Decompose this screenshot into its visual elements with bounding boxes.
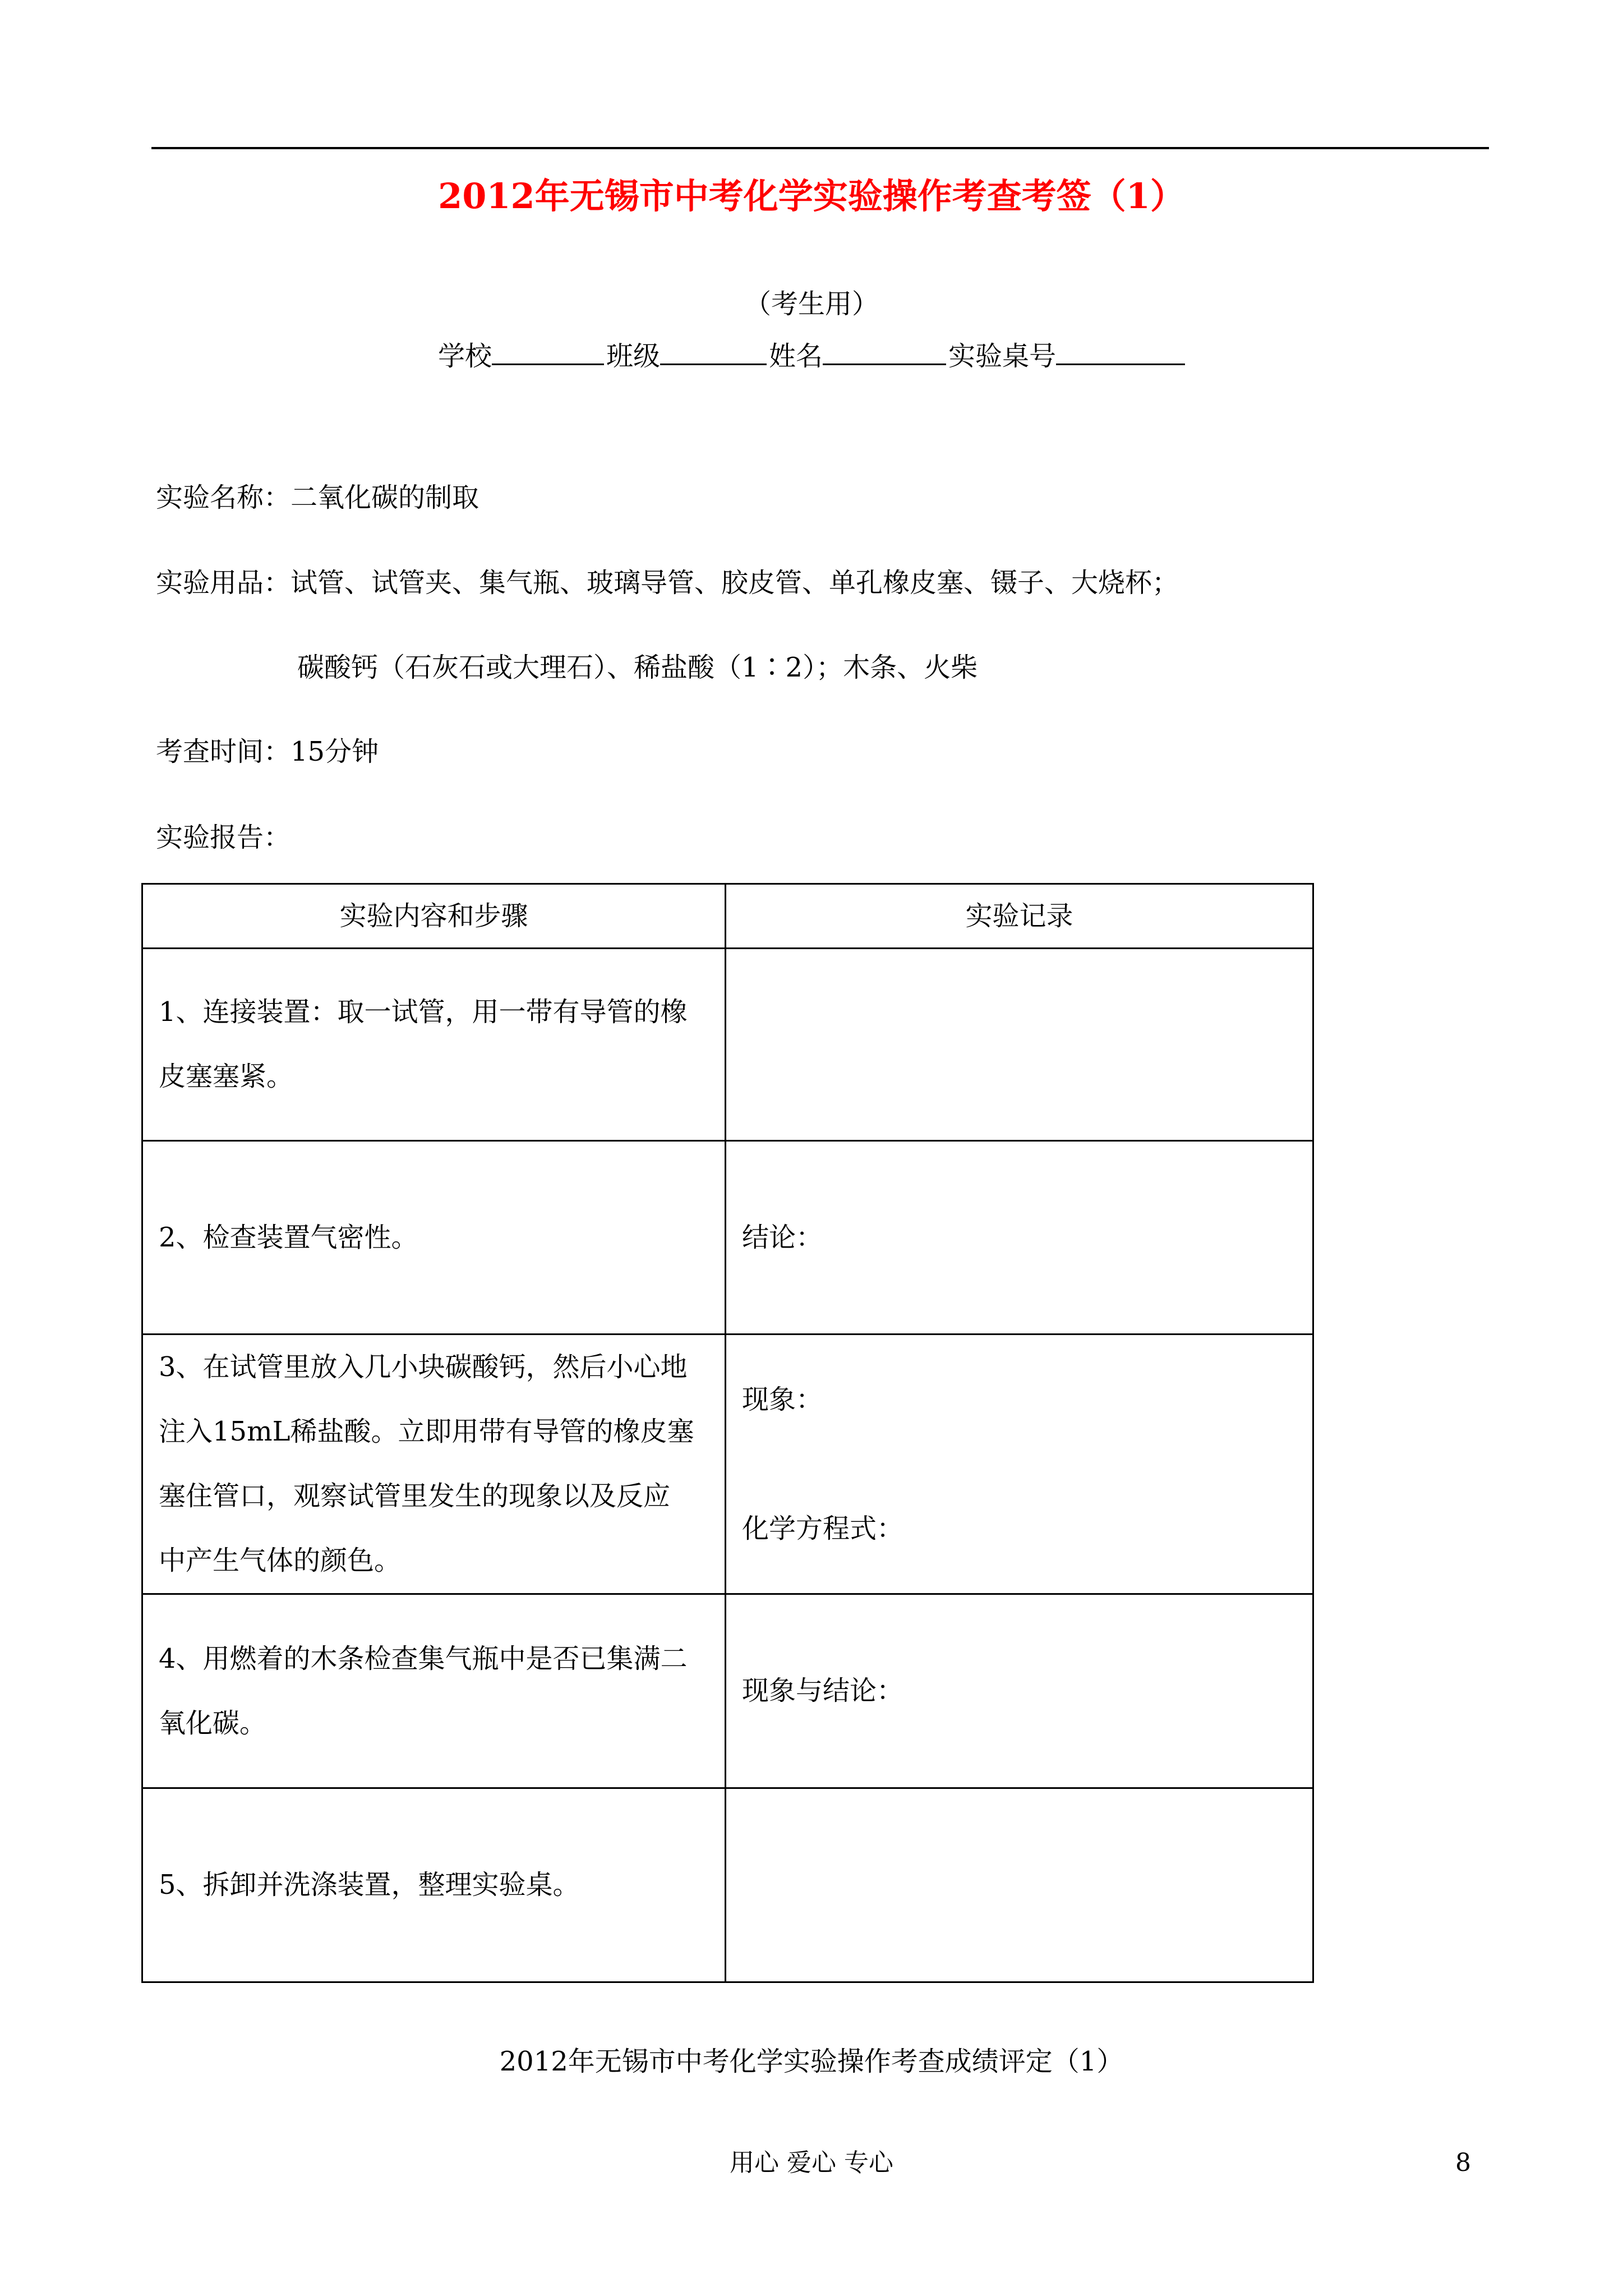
record-label: 现象： xyxy=(742,1384,823,1415)
header-rule xyxy=(151,147,1489,149)
report-label: 实验报告： xyxy=(156,822,291,853)
table-row xyxy=(142,1141,1313,1335)
step-cell xyxy=(142,1335,726,1594)
materials-line-2: 碳酸钙（石灰石或大理石）、稀盐酸（1∶2）；木条、火柴 xyxy=(297,652,978,683)
report-table xyxy=(141,883,1314,1983)
table-row xyxy=(142,949,1313,1141)
step-text: 2、检查装置气密性。 xyxy=(159,1221,418,1253)
record-cell[interactable] xyxy=(726,1788,1313,1982)
page-title: 2012年无锡市中考化学实验操作考查考签（1） xyxy=(438,176,1185,217)
class-blank xyxy=(660,334,767,365)
footer-motto: 用心 爱心 专心 xyxy=(730,2148,893,2177)
step-text: 塞住管口，观察试管里发生的现象以及反应 xyxy=(159,1480,671,1512)
step-cell xyxy=(142,1594,726,1788)
step-cell xyxy=(142,1788,726,1982)
step-text: 注入15mL稀盐酸。立即用带有导管的橡皮塞 xyxy=(159,1416,694,1447)
step-text: 3、在试管里放入几小块碳酸钙，然后小心地 xyxy=(159,1351,688,1383)
materials-line-1: 实验用品：试管、试管夹、集气瓶、玻璃导管、胶皮管、单孔橡皮塞、镊子、大烧杯； xyxy=(156,567,1179,599)
footer-caption: 2012年无锡市中考化学实验操作考查成绩评定（1） xyxy=(499,2046,1124,2077)
experiment-name: 实验名称：二氧化碳的制取 xyxy=(156,482,479,513)
record-cell[interactable] xyxy=(726,1594,1313,1788)
step-text: 氧化碳。 xyxy=(159,1707,267,1739)
record-label: 结论： xyxy=(742,1221,823,1253)
table-header-row xyxy=(142,884,1313,949)
exam-time: 考查时间：15分钟 xyxy=(156,736,379,767)
name-label: 姓名 xyxy=(769,341,823,372)
school-label: 学校 xyxy=(437,341,492,372)
page-number: 8 xyxy=(1455,2148,1471,2177)
page-subtitle: （考生用） xyxy=(744,288,879,320)
step-text: 皮塞塞紧。 xyxy=(159,1061,294,1092)
class-label: 班级 xyxy=(606,341,660,372)
name-blank xyxy=(823,334,946,365)
school-blank xyxy=(492,334,604,365)
header-record: 实验记录 xyxy=(726,884,1313,949)
record-label: 化学方程式： xyxy=(742,1513,904,1544)
table-row xyxy=(142,1335,1313,1594)
record-cell[interactable] xyxy=(726,1335,1313,1594)
step-text: 4、用燃着的木条检查集气瓶中是否已集满二 xyxy=(159,1642,688,1674)
header-steps: 实验内容和步骤 xyxy=(142,884,726,949)
step-text: 1、连接装置：取一试管，用一带有导管的橡 xyxy=(159,996,688,1028)
desk-label: 实验桌号 xyxy=(948,341,1057,372)
step-text: 中产生气体的颜色。 xyxy=(159,1545,402,1576)
step-text: 5、拆卸并洗涤装置，整理实验桌。 xyxy=(159,1869,580,1901)
record-label: 现象与结论： xyxy=(742,1675,904,1706)
table-row xyxy=(142,1594,1313,1788)
desk-blank xyxy=(1056,334,1185,365)
record-cell[interactable] xyxy=(726,949,1313,1141)
student-info-line xyxy=(0,334,1623,379)
record-cell[interactable] xyxy=(726,1141,1313,1335)
step-cell xyxy=(142,1141,726,1335)
table-row xyxy=(142,1788,1313,1982)
step-cell xyxy=(142,949,726,1141)
